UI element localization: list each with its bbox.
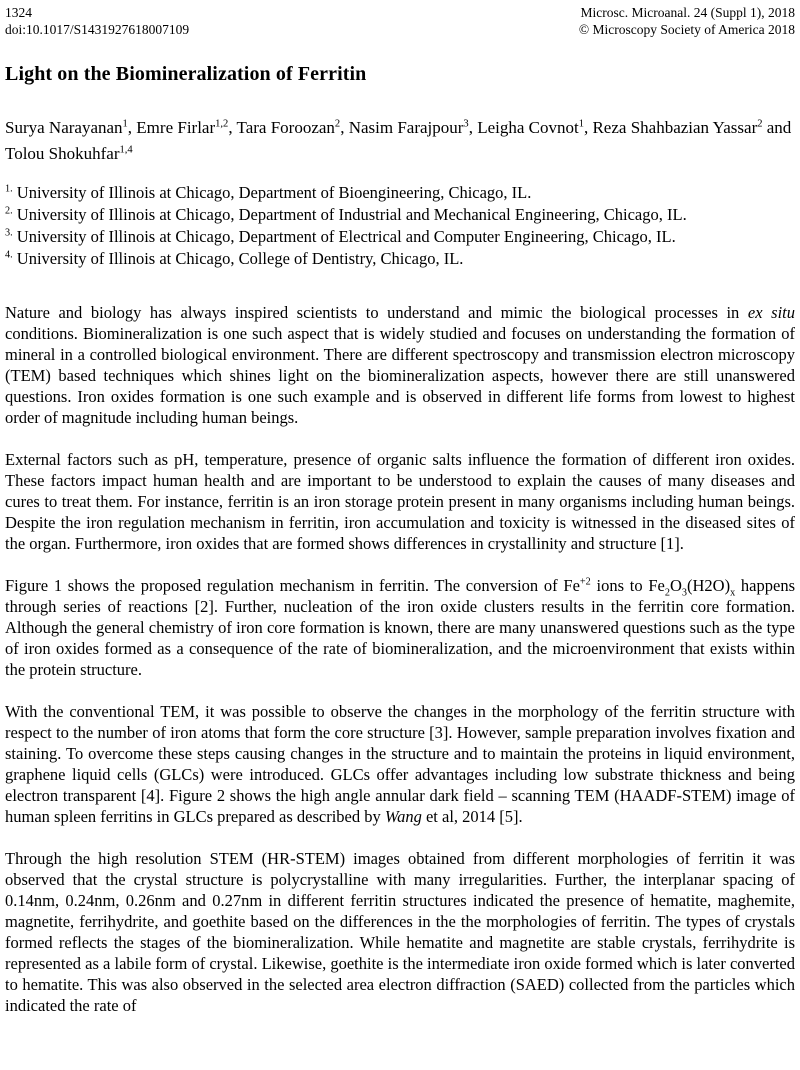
page-header: [5, 4, 795, 38]
header-left: [5, 4, 189, 38]
paragraph-external-factors: External factors such as pH, temperature, presence of organic salts influence the formation of different iron oxides. These factors impact human health and are important to be understood to explain the causes of many diseases and cures to treat them. For instance, ferritin is an iron storage protein present in many organisms including human beings. Despite the iron regulation mechanism in ferritin, iron accumulation and toxicity is witnessed in the diseased sites of the organ. Furthermore, iron oxides that are formed shows differences in crystallinity and structure [1].: [5, 450, 795, 553]
paragraph-hrstem-results: Through the high resolution STEM (HR-STEM) images obtained from different morphologies of ferritin it was observed that the crystal structure is polycrystalline with many irregularities. Further, the interplanar spacing of 0.14nm, 0.24nm, 0.26nm and 0.27nm in different ferritin structures indicated the presence of hematite, maghemite, magnetite, ferrihydrite, and goethite based on the differences in the the morphologies of ferritin. The types of crystals formed reflects the stages of the biomineralization. While hematite and magnetite are stable crystals, ferrihydrite is represented as a labile form of crystal. Likewise, goethite is the intermediate iron oxide formed which is later converted to hematite. This was also observed in the selected area electron diffraction (SAED) collected from the particles which indicated the rate of: [5, 849, 795, 1015]
copyright-notice: © Microscopy Society of America 2018: [578, 22, 795, 37]
page-number: 1324: [5, 5, 32, 20]
header-right: [579, 4, 795, 38]
affiliation-list: [5, 182, 795, 270]
article-body: [5, 270, 795, 1016]
paragraph-glc-tem: With the conventional TEM, it was possible to observe the changes in the morphology of the ferritin structure with respect to the number of iron atoms that form the core structure [3]. However, sample preparation involves fixation and staining. To overcome these steps causing changes in the structure and to maintain the proteins in liquid environment, graphene liquid cells (GLCs) were introduced. GLCs offer advantages including low substrate thickness and being electron transparent [4]. Figure 2 shows the high angle annular dark field – scanning TEM (HAADF-STEM) image of human spleen ferritins in GLCs prepared as described by Wang et al, 2014 [5].: [5, 702, 795, 826]
affiliation-3: $^{3.}$ University of Illinois at Chicago, Department of Electrical and Computer Engineering, Chicago, IL.: [5, 227, 676, 246]
affiliation-2: $^{2.}$ University of Illinois at Chicago, Department of Industrial and Mechanical Engineering, Chicago, IL.: [5, 205, 687, 224]
paragraph-figure1-mechanism: Figure 1 shows the proposed regulation mechanism in ferritin. The conversion of $Fe^{+2}$ ions to $Fe_2O_3(H2O)_x$ happens through series of reactions [2]. Further, nucleation of the iron oxide clusters results in the ferritin core formation. Although the general chemistry of iron core formation is known, there are many unanswered questions such as the type of iron oxides formed as a consequence of the rate of biomineralization, and the microenvironment that exists within the protein structure.: [5, 576, 795, 679]
paragraph-intro: Nature and biology has always inspired scientists to understand and mimic the biological processes in ex situ conditions. Biomineralization is one such aspect that is widely studied and focuses on understanding the formation of mineral in a controlled biological environment. There are different spectroscopy and transmission electron microscopy (TEM) based techniques which shines light on the biomineralization aspects, however there are still unanswered questions. Iron oxides formation is one such example and is observed in different life forms from lowest to highest order of magnitude including human beings.: [5, 303, 795, 427]
author-list: Surya Narayanan$^1$, Emre Firlar$^{1,2}$, Tara Foroozan$^2$, Nasim Farajpour$^3$, Leigha Covnot$^1$, Reza Shahbazian Yassar$^2$ and Tolou Shokuhfar$^{1,4}$: [5, 118, 792, 163]
article-title: Light on the Biomineralization of Ferritin: [5, 63, 367, 85]
journal-citation: Microsc. Microanal. 24 (Suppl 1), 2018: [580, 5, 795, 20]
doi: doi:10.1017/S1431927618007109: [5, 22, 190, 37]
affiliation-4: $^{4.}$ University of Illinois at Chicago, College of Dentistry, Chicago, IL.: [5, 249, 464, 268]
affiliation-1: $^{1.}$ University of Illinois at Chicago, Department of Bioengineering, Chicago, IL.: [5, 183, 532, 202]
